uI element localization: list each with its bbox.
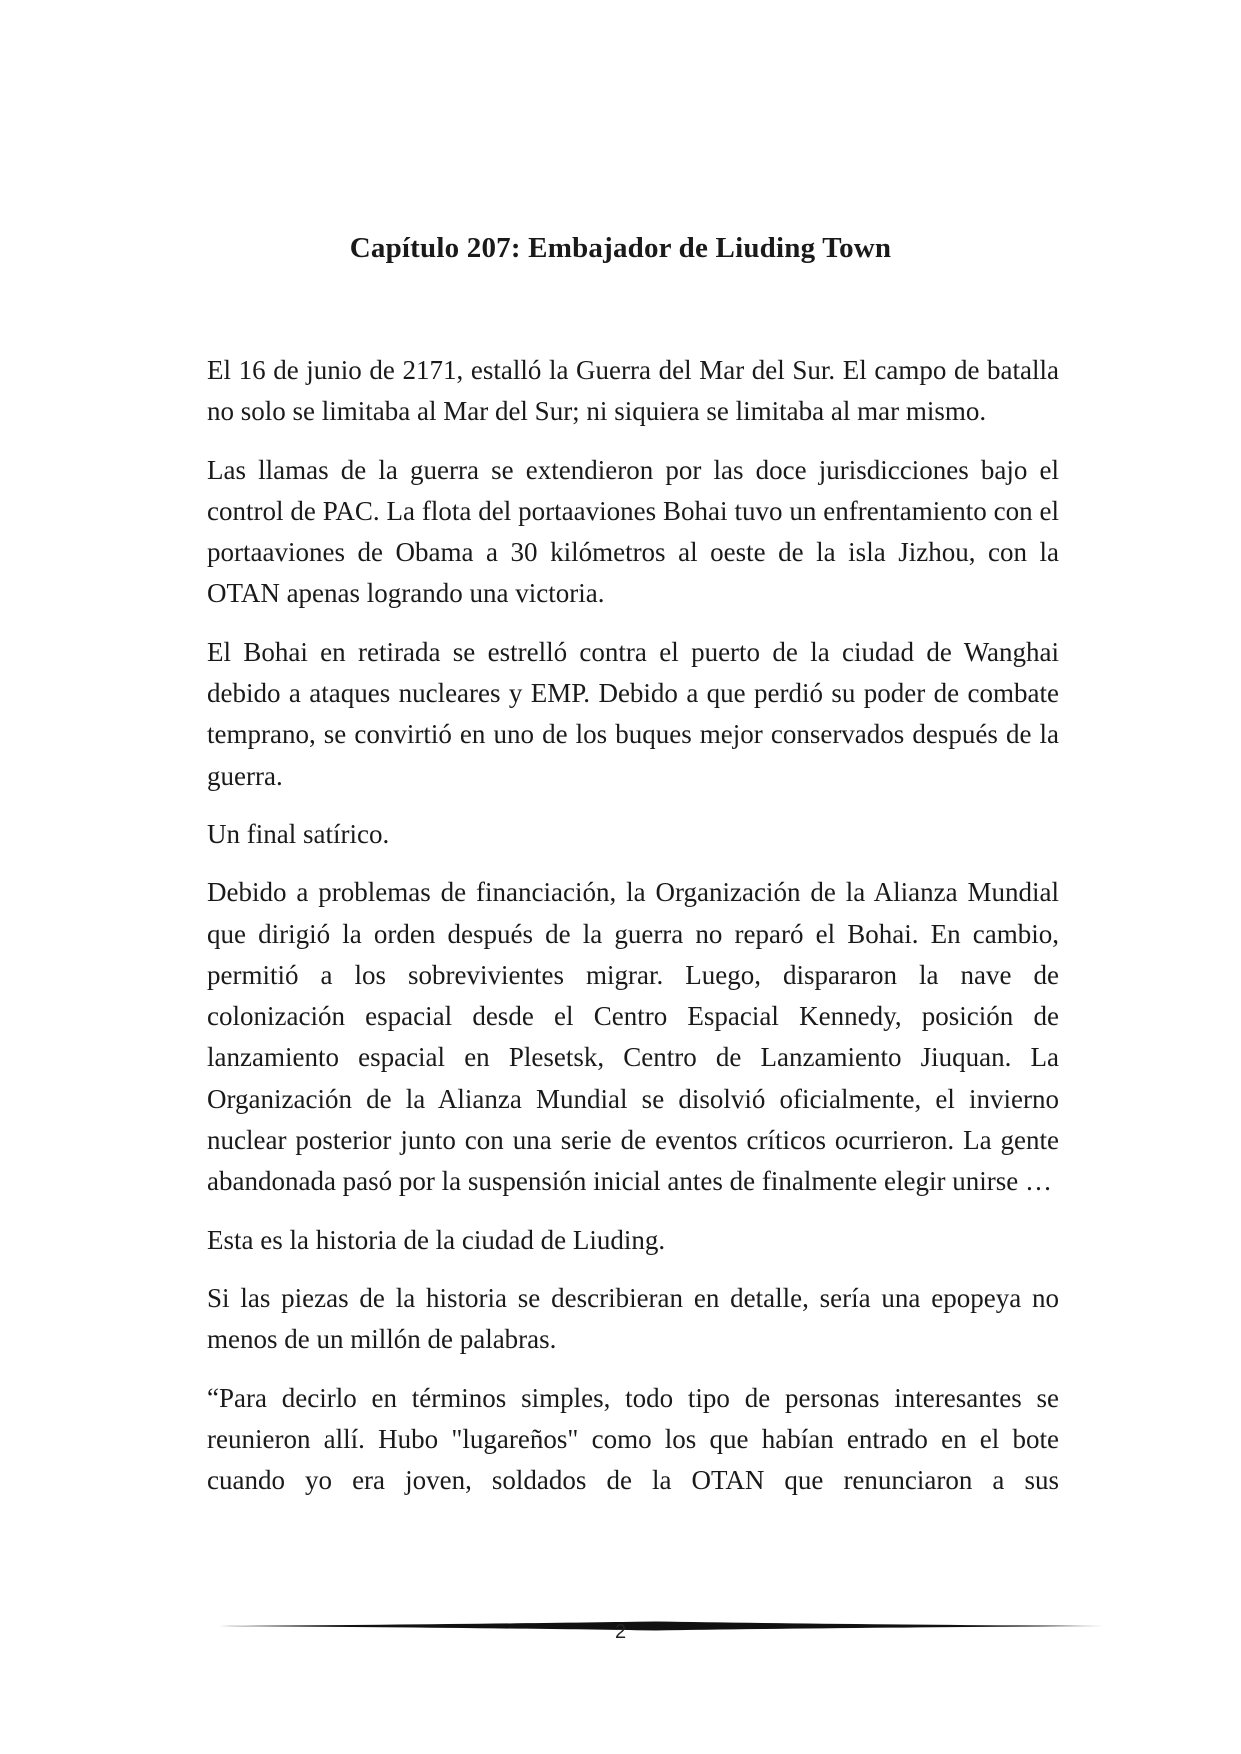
paragraph: Si las piezas de la historia se describieran en detalle, sería una epopeya no menos de un millón de palabras. (207, 1282, 1059, 1355)
paragraph: El 16 de junio de 2171, estalló la Guerra del Mar del Sur. El campo de batalla no solo se limitaba al Mar del Sur; ni siquiera se limitaba al mar mismo. (207, 355, 1059, 427)
chapter-title: Capítulo 207: Embajador de Liuding Town (349, 232, 892, 264)
paragraph: Esta es la historia de la ciudad de Liuding. (207, 1224, 666, 1255)
paragraph: El Bohai en retirada se estrelló contra el puerto de la ciudad de Wanghai debido a ataques nucleares y EMP. Debido a que perdió su poder de combate temprano, se convirtió en uno de los buques mejor conservados después de la guerra. (207, 636, 1059, 791)
paragraph: Las llamas de la guerra se extendieron por las doce jurisdicciones bajo el control de PAC. La flota del portaaviones Bohai tuvo un enfrentamiento con el portaaviones de Obama a 30 kilómetros al oeste de la isla Jizhou, con la OTAN apenas logrando una victoria. (207, 454, 1059, 609)
paragraph: Un final satírico. (207, 818, 390, 849)
page-number: 2 (614, 1621, 627, 1643)
paragraph: “Para decirlo en términos simples, todo tipo de personas interesantes se reunieron allí. Hubo "lugareños" como los que habían entrado en el bote cuando yo era joven, soldados de la OTAN que renunciaron a sus (207, 1382, 1059, 1496)
body-text (207, 350, 1059, 1518)
paragraph: Debido a problemas de financiación, la Organización de la Alianza Mundial que dirigió la orden después de la guerra no reparó el Bohai. En cambio, permitió a los sobrevivientes migrar. Luego, dispararon la nave de colonización espacial desde el Centro Espacial Kennedy, posición de lanzamiento espacial en Plesetsk, Centro de Lanzamiento Jiuquan. La Organización de la Alianza Mundial se disolvió oficialmente, el invierno nuclear posterior junto con una serie de eventos críticos ocurrieron. La gente abandonada pasó por la suspensión inicial antes de finalmente elegir unirse … (207, 877, 1059, 1197)
